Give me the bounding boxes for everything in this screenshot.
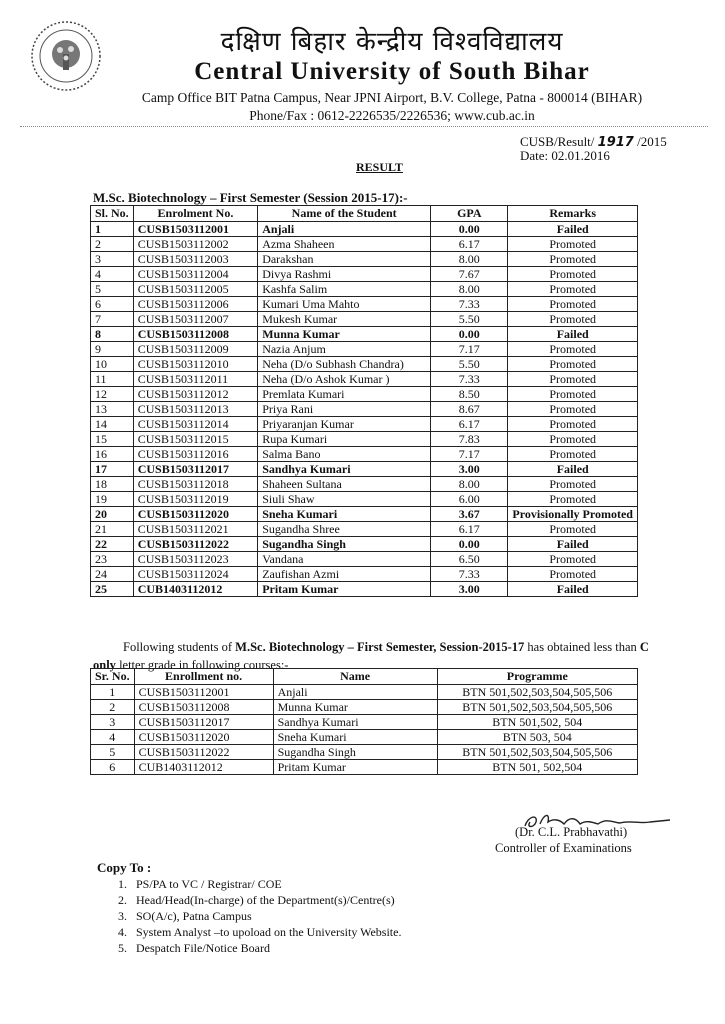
- header-divider: [20, 126, 708, 127]
- cell-gpa: 6.00: [431, 492, 508, 507]
- col-header-name: Name of the Student: [258, 206, 431, 222]
- cell-gpa: 8.00: [431, 252, 508, 267]
- table-row: [91, 567, 638, 582]
- cell-enrolment: CUSB1503112010: [133, 357, 258, 372]
- cell-remarks: Failed: [508, 462, 638, 477]
- cell-sr: 4: [91, 730, 135, 745]
- signatory-name: (Dr. C.L. Prabhavathi): [515, 825, 628, 839]
- backlog-table-body: [91, 685, 638, 775]
- cell-sl: 13: [91, 402, 134, 417]
- university-logo: [30, 20, 102, 92]
- cell-name: Pritam Kumar: [258, 582, 431, 597]
- cell-programme: BTN 501,502,503,504,505,506: [437, 685, 637, 700]
- cell-sl: 24: [91, 567, 134, 582]
- cell-name: Sugandha Shree: [258, 522, 431, 537]
- cell-name: Premlata Kumari: [258, 387, 431, 402]
- cell-gpa: 0.00: [431, 222, 508, 237]
- col-header-enrollment: Enrollment no.: [134, 669, 273, 685]
- cell-remarks: Provisionally Promoted: [508, 507, 638, 522]
- cell-programme: BTN 501,502,503,504,505,506: [437, 700, 637, 715]
- university-name-english: Central University of South Bihar: [194, 58, 590, 85]
- cell-programme: BTN 501, 502,504: [437, 760, 637, 775]
- cell-remarks: Failed: [508, 537, 638, 552]
- table-row: [91, 222, 638, 237]
- cell-gpa: 6.17: [431, 417, 508, 432]
- cell-name: Sandhya Kumari: [273, 715, 437, 730]
- cell-remarks: Promoted: [508, 552, 638, 567]
- col-header-remarks: Remarks: [508, 206, 638, 222]
- cell-remarks: Promoted: [508, 492, 638, 507]
- cell-gpa: 8.00: [431, 282, 508, 297]
- cell-gpa: 3.67: [431, 507, 508, 522]
- cell-remarks: Promoted: [508, 522, 638, 537]
- cell-gpa: 0.00: [431, 327, 508, 342]
- document-date: Date: 02.01.2016: [520, 148, 610, 163]
- cell-name: Mukesh Kumar: [258, 312, 431, 327]
- cell-gpa: 5.50: [431, 312, 508, 327]
- col-header-enrolment: Enrolment No.: [133, 206, 258, 222]
- cell-name: Sugandha Singh: [258, 537, 431, 552]
- list-item: 5. Despatch File/Notice Board: [118, 941, 270, 955]
- cell-enrolment: CUSB1503112021: [133, 522, 258, 537]
- col-header-programme: Programme: [437, 669, 637, 685]
- phone-line: Phone/Fax : 0612-2226535/2226536; www.cub.ac.in: [249, 108, 535, 123]
- cell-name: Zaufishan Azmi: [258, 567, 431, 582]
- cell-programme: BTN 503, 504: [437, 730, 637, 745]
- cell-gpa: 8.00: [431, 477, 508, 492]
- cell-name: Priya Rani: [258, 402, 431, 417]
- cell-enrolment: CUSB1503112001: [133, 222, 258, 237]
- cell-name: Munna Kumar: [258, 327, 431, 342]
- cell-sr: 6: [91, 760, 135, 775]
- cell-sl: 19: [91, 492, 134, 507]
- list-item: 1. PS/PA to VC / Registrar/ COE: [118, 877, 282, 891]
- cell-sl: 25: [91, 582, 134, 597]
- result-table-body: [91, 222, 638, 597]
- backlog-table: [90, 668, 638, 775]
- cell-name: Neha (D/o Subhash Chandra): [258, 357, 431, 372]
- copy-to-heading: Copy To :: [97, 860, 152, 875]
- cell-gpa: 7.33: [431, 567, 508, 582]
- cell-name: Sugandha Singh: [273, 745, 437, 760]
- cell-gpa: 7.17: [431, 447, 508, 462]
- cell-gpa: 6.50: [431, 552, 508, 567]
- cell-remarks: Promoted: [508, 252, 638, 267]
- cell-enrollment: CUSB1503112020: [134, 730, 273, 745]
- cell-sl: 2: [91, 237, 134, 252]
- cell-enrolment: CUSB1503112008: [133, 327, 258, 342]
- cell-enrolment: CUSB1503112018: [133, 477, 258, 492]
- cell-enrolment: CUSB1503112019: [133, 492, 258, 507]
- cell-name: Azma Shaheen: [258, 237, 431, 252]
- cell-programme: BTN 501,502,503,504,505,506: [437, 745, 637, 760]
- cell-name: Vandana: [258, 552, 431, 567]
- table-row: [91, 357, 638, 372]
- table-row: [91, 402, 638, 417]
- cell-remarks: Promoted: [508, 372, 638, 387]
- cell-gpa: 6.17: [431, 522, 508, 537]
- cell-gpa: 8.67: [431, 402, 508, 417]
- cell-enrolment: CUSB1503112009: [133, 342, 258, 357]
- list-item: 4. System Analyst –to upoload on the University Website.: [118, 925, 402, 939]
- cell-enrollment: CUSB1503112008: [134, 700, 273, 715]
- cell-sl: 12: [91, 387, 134, 402]
- cell-gpa: 0.00: [431, 537, 508, 552]
- following-pre: Following students of: [123, 640, 236, 654]
- cell-remarks: Promoted: [508, 297, 638, 312]
- cell-remarks: Promoted: [508, 267, 638, 282]
- table-row: [91, 552, 638, 567]
- cell-name: Rupa Kumari: [258, 432, 431, 447]
- cell-remarks: Promoted: [508, 402, 638, 417]
- table-row: [91, 237, 638, 252]
- cell-sr: 1: [91, 685, 135, 700]
- cell-name: Siuli Shaw: [258, 492, 431, 507]
- cell-enrolment: CUSB1503112023: [133, 552, 258, 567]
- cell-name: Kashfa Salim: [258, 282, 431, 297]
- col-header-gpa: GPA: [431, 206, 508, 222]
- table-row: [91, 745, 638, 760]
- cell-sl: 15: [91, 432, 134, 447]
- table-header-row: [91, 206, 638, 222]
- cell-name: Salma Bano: [258, 447, 431, 462]
- cell-enrolment: CUSB1503112011: [133, 372, 258, 387]
- cell-name: Anjali: [273, 685, 437, 700]
- cell-remarks: Promoted: [508, 417, 638, 432]
- cell-name: Sandhya Kumari: [258, 462, 431, 477]
- cell-name: Priyaranjan Kumar: [258, 417, 431, 432]
- table-row: [91, 700, 638, 715]
- cell-remarks: Failed: [508, 327, 638, 342]
- table1-caption: M.Sc. Biotechnology – First Semester (Session 2015-17):-: [93, 190, 408, 205]
- cell-name: Sneha Kumari: [258, 507, 431, 522]
- list-item: 2. Head/Head(In-charge) of the Department(s)/Centre(s): [118, 893, 395, 907]
- table-row: [91, 522, 638, 537]
- table-row: [91, 492, 638, 507]
- table-row: [91, 507, 638, 522]
- cell-remarks: Promoted: [508, 282, 638, 297]
- cell-gpa: 7.67: [431, 267, 508, 282]
- cell-enrolment: CUSB1503112012: [133, 387, 258, 402]
- cell-gpa: 6.17: [431, 237, 508, 252]
- cell-remarks: Promoted: [508, 477, 638, 492]
- table-row: [91, 760, 638, 775]
- cell-remarks: Promoted: [508, 567, 638, 582]
- cell-gpa: 8.50: [431, 387, 508, 402]
- cell-gpa: 7.33: [431, 297, 508, 312]
- signatory-designation: Controller of Examinations: [495, 841, 632, 855]
- table-row: [91, 462, 638, 477]
- cell-name: Shaheen Sultana: [258, 477, 431, 492]
- table-row: [91, 417, 638, 432]
- cell-enrollment: CUSB1503112017: [134, 715, 273, 730]
- cell-sl: 17: [91, 462, 134, 477]
- cell-gpa: 7.83: [431, 432, 508, 447]
- cell-enrolment: CUSB1503112015: [133, 432, 258, 447]
- result-table: [90, 205, 638, 597]
- cell-name: Divya Rashmi: [258, 267, 431, 282]
- cell-programme: BTN 501,502, 504: [437, 715, 637, 730]
- col-header-name: Name: [273, 669, 437, 685]
- ref-prefix: CUSB/Result/: [520, 134, 595, 149]
- table-row: [91, 312, 638, 327]
- cell-enrollment: CUSB1503112022: [134, 745, 273, 760]
- page-title: RESULT: [356, 160, 403, 174]
- col-header-sl: Sl. No.: [91, 206, 134, 222]
- cell-sl: 6: [91, 297, 134, 312]
- cell-enrolment: CUSB1503112020: [133, 507, 258, 522]
- cell-gpa: 3.00: [431, 462, 508, 477]
- cell-name: Sneha Kumari: [273, 730, 437, 745]
- cell-sl: 14: [91, 417, 134, 432]
- table-row: [91, 582, 638, 597]
- table-header-row: [91, 669, 638, 685]
- table-row: [91, 447, 638, 462]
- ref-suffix: /2015: [637, 134, 667, 149]
- cell-sl: 21: [91, 522, 134, 537]
- table-row: [91, 685, 638, 700]
- address-line: Camp Office BIT Patna Campus, Near JPNI Airport, B.V. College, Patna - 800014 (BIHAR): [141, 90, 643, 105]
- table-row: [91, 715, 638, 730]
- cell-sl: 7: [91, 312, 134, 327]
- cell-remarks: Failed: [508, 222, 638, 237]
- cell-enrolment: CUSB1503112004: [133, 267, 258, 282]
- table-row: [91, 432, 638, 447]
- cell-enrolment: CUSB1503112002: [133, 237, 258, 252]
- cell-name: Anjali: [258, 222, 431, 237]
- cell-enrolment: CUSB1503112022: [133, 537, 258, 552]
- following-post: letter grade in following courses:-: [115, 658, 289, 672]
- cell-sl: 8: [91, 327, 134, 342]
- cell-enrolment: CUSB1503112006: [133, 297, 258, 312]
- table-row: [91, 537, 638, 552]
- cell-gpa: 7.17: [431, 342, 508, 357]
- list-item: 3. SO(A/c), Patna Campus: [118, 909, 252, 923]
- cell-gpa: 5.50: [431, 357, 508, 372]
- cell-enrollment: CUB1403112012: [134, 760, 273, 775]
- table-row: [91, 252, 638, 267]
- cell-gpa: 3.00: [431, 582, 508, 597]
- ref-number: 1917: [597, 135, 634, 150]
- cell-sl: 18: [91, 477, 134, 492]
- following-bold: M.Sc. Biotechnology – First Semester, Session-2015-17: [235, 640, 525, 654]
- university-name-hindi: दक्षिण बिहार केन्द्रीय विश्वविद्यालय: [220, 27, 564, 57]
- cell-sr: 3: [91, 715, 135, 730]
- copy-to-list: [118, 876, 401, 956]
- cell-enrollment: CUSB1503112001: [134, 685, 273, 700]
- cell-sr: 2: [91, 700, 135, 715]
- cell-name: Nazia Anjum: [258, 342, 431, 357]
- cell-name: Darakshan: [258, 252, 431, 267]
- cell-name: Kumari Uma Mahto: [258, 297, 431, 312]
- col-header-sr: Sr. No.: [91, 669, 135, 685]
- cell-enrolment: CUSB1503112013: [133, 402, 258, 417]
- table-row: [91, 297, 638, 312]
- cell-sl: 3: [91, 252, 134, 267]
- cell-enrolment: CUSB1503112017: [133, 462, 258, 477]
- cell-enrolment: CUB1403112012: [133, 582, 258, 597]
- cell-enrolment: CUSB1503112014: [133, 417, 258, 432]
- cell-remarks: Promoted: [508, 387, 638, 402]
- table-row: [91, 477, 638, 492]
- table-row: [91, 267, 638, 282]
- table-row: [91, 342, 638, 357]
- cell-sr: 5: [91, 745, 135, 760]
- cell-sl: 11: [91, 372, 134, 387]
- cell-sl: 9: [91, 342, 134, 357]
- cell-name: Pritam Kumar: [273, 760, 437, 775]
- cell-enrolment: CUSB1503112007: [133, 312, 258, 327]
- cell-remarks: Promoted: [508, 312, 638, 327]
- cell-remarks: Promoted: [508, 447, 638, 462]
- cell-remarks: Promoted: [508, 357, 638, 372]
- cell-sl: 23: [91, 552, 134, 567]
- cell-sl: 22: [91, 537, 134, 552]
- cell-sl: 4: [91, 267, 134, 282]
- following-bold2: C only: [93, 640, 649, 672]
- table-row: [91, 730, 638, 745]
- table-row: [91, 327, 638, 342]
- cell-gpa: 7.33: [431, 372, 508, 387]
- cell-remarks: Promoted: [508, 432, 638, 447]
- cell-enrolment: CUSB1503112016: [133, 447, 258, 462]
- table-row: [91, 372, 638, 387]
- cell-remarks: Promoted: [508, 342, 638, 357]
- table-row: [91, 387, 638, 402]
- cell-sl: 20: [91, 507, 134, 522]
- following-mid: has obtained less than: [524, 640, 640, 654]
- cell-enrolment: CUSB1503112003: [133, 252, 258, 267]
- cell-sl: 10: [91, 357, 134, 372]
- cell-enrolment: CUSB1503112005: [133, 282, 258, 297]
- cell-enrolment: CUSB1503112024: [133, 567, 258, 582]
- cell-remarks: Promoted: [508, 237, 638, 252]
- cell-sl: 5: [91, 282, 134, 297]
- cell-sl: 16: [91, 447, 134, 462]
- cell-name: Munna Kumar: [273, 700, 437, 715]
- table-row: [91, 282, 638, 297]
- cell-remarks: Failed: [508, 582, 638, 597]
- cell-sl: 1: [91, 222, 134, 237]
- cell-name: Neha (D/o Ashok Kumar ): [258, 372, 431, 387]
